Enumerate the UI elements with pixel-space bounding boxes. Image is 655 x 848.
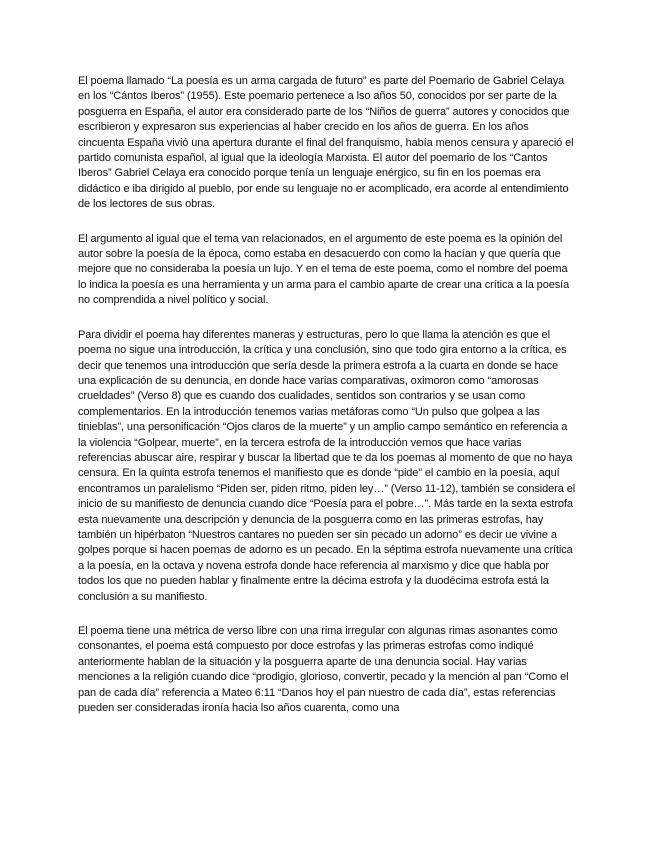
paragraph-1: El poema llamado “La poesía es un arma cargada de futuro” es parte del Poemario de Gabriel Celaya en los “Cántos Iberos” (1955). Este poemario pertenece a lso años 50, conocidos por ser parte de la posguerra en España, el autor era considerado parte de los “Niños de guerra” autores y conocidos que escribieron y expresaron sus experiencias al haber crecido en los años de guerra. En los años cincuenta España vivió una apertura durante el final del franquismo, había menos censura y apareció el partido comunista español, al igual que la ideología Marxista. El autor del poemario de los “Cantos Iberos” Gabriel Celaya era conocido porque tenía un lenguaje enérgico, su fin en los poemas era didáctico e iba dirigido al pueblo, por ende su lenguaje no er acomplicado, era acorde al entendimiento de los lectores de sus obras. <box>78 75 574 211</box>
paragraph-4: El poema tiene una métrica de verso libre con una rima irregular con algunas rimas asonantes como consonantes, el poema está compuesto por doce estrofas y las primeras estrofas como indiqué anteriormente hablan de la situación y la posguerra aparte de una denuncia social. Hay varias menciones a la religión cuando dice “prodigio, glorioso, convertir, pecado y la mención al pan “Como el pan de cada día” referencia a Mateo 6:11 “Danos hoy el pan nuestro de cada día”, estas referencias pueden ser consideradas ironía hacia lso años cuarenta, como una <box>78 625 569 715</box>
document-body <box>78 74 576 735</box>
paragraph-2: El argumento al igual que el tema van relacionados, en el argumento de este poema es la opinión del autor sobre la poesía de la época, como estaba en desacuerdo con como la hacían y que quería que mejore que no consideraba la poesía un lujo. Y en el tema de este poema, como el nombre del poema lo indica la poesía es una herramienta y un arma para el cambio aparte de crear una crítica a la poesía no comprendida a nivel político y social. <box>78 232 570 307</box>
paragraph-3: Para dividir el poema hay diferentes maneras y estructuras, pero lo que llama la atención es que el poema no sigue una introducción, la crítica y una conclusión, sino que todo gira entorno a la crítica, es decir que tenemos una introducción que sería desde la primera estrofa a la cuarta en donde se hace una explicación de su denuncia, en donde hace varias comparativas, oximoron como “amorosas crueldades” (Verso 8) que es cuando dos cualidades, sentidos son contrarios y se usan como complementarios. En la introducción tenemos varias metáforas como “Un pulso que golpea a las tinieblas”, una personificación “Ojos claros de la muerte” y un amplio campo semántico en referencia a la violencia “Golpear, muerte”, en la tercera estrofa de la introducción vemos que hace varias referencias abuscar aire, respirar y buscar la libertad que te da los poemas al momento de que no haya censura. En la quinta estrofa tenemos el manifiesto que es donde “pide” el cambio en la poesía, aquí encontramos un paralelismo “Piden ser, piden ritmo, piden ley…” (Verso 11-12), también se considera el inicio de su manifiesto de denuncia cuando dice “Poesía para el pobre…”. Más tarde en la sexta estrofa esta nuevamente una descripción y denuncia de la posguerra como en las primeras estrofas, hay también un hipérbaton “Nuestros cantares no pueden ser sin pecado un adorno” es decir ue vivine a golpes porque si hacen poemas de adorno es un pecado. En la séptima estrofa nuevamente una crítica a la poesía, en la octava y novena estrofa donde hace referencia al marxismo y dice que habla por todos los que no pueden hablar y finalmente entre la décima estrofa y la duodécima estrofa está la conclusión a su manifiesto. <box>78 328 576 603</box>
